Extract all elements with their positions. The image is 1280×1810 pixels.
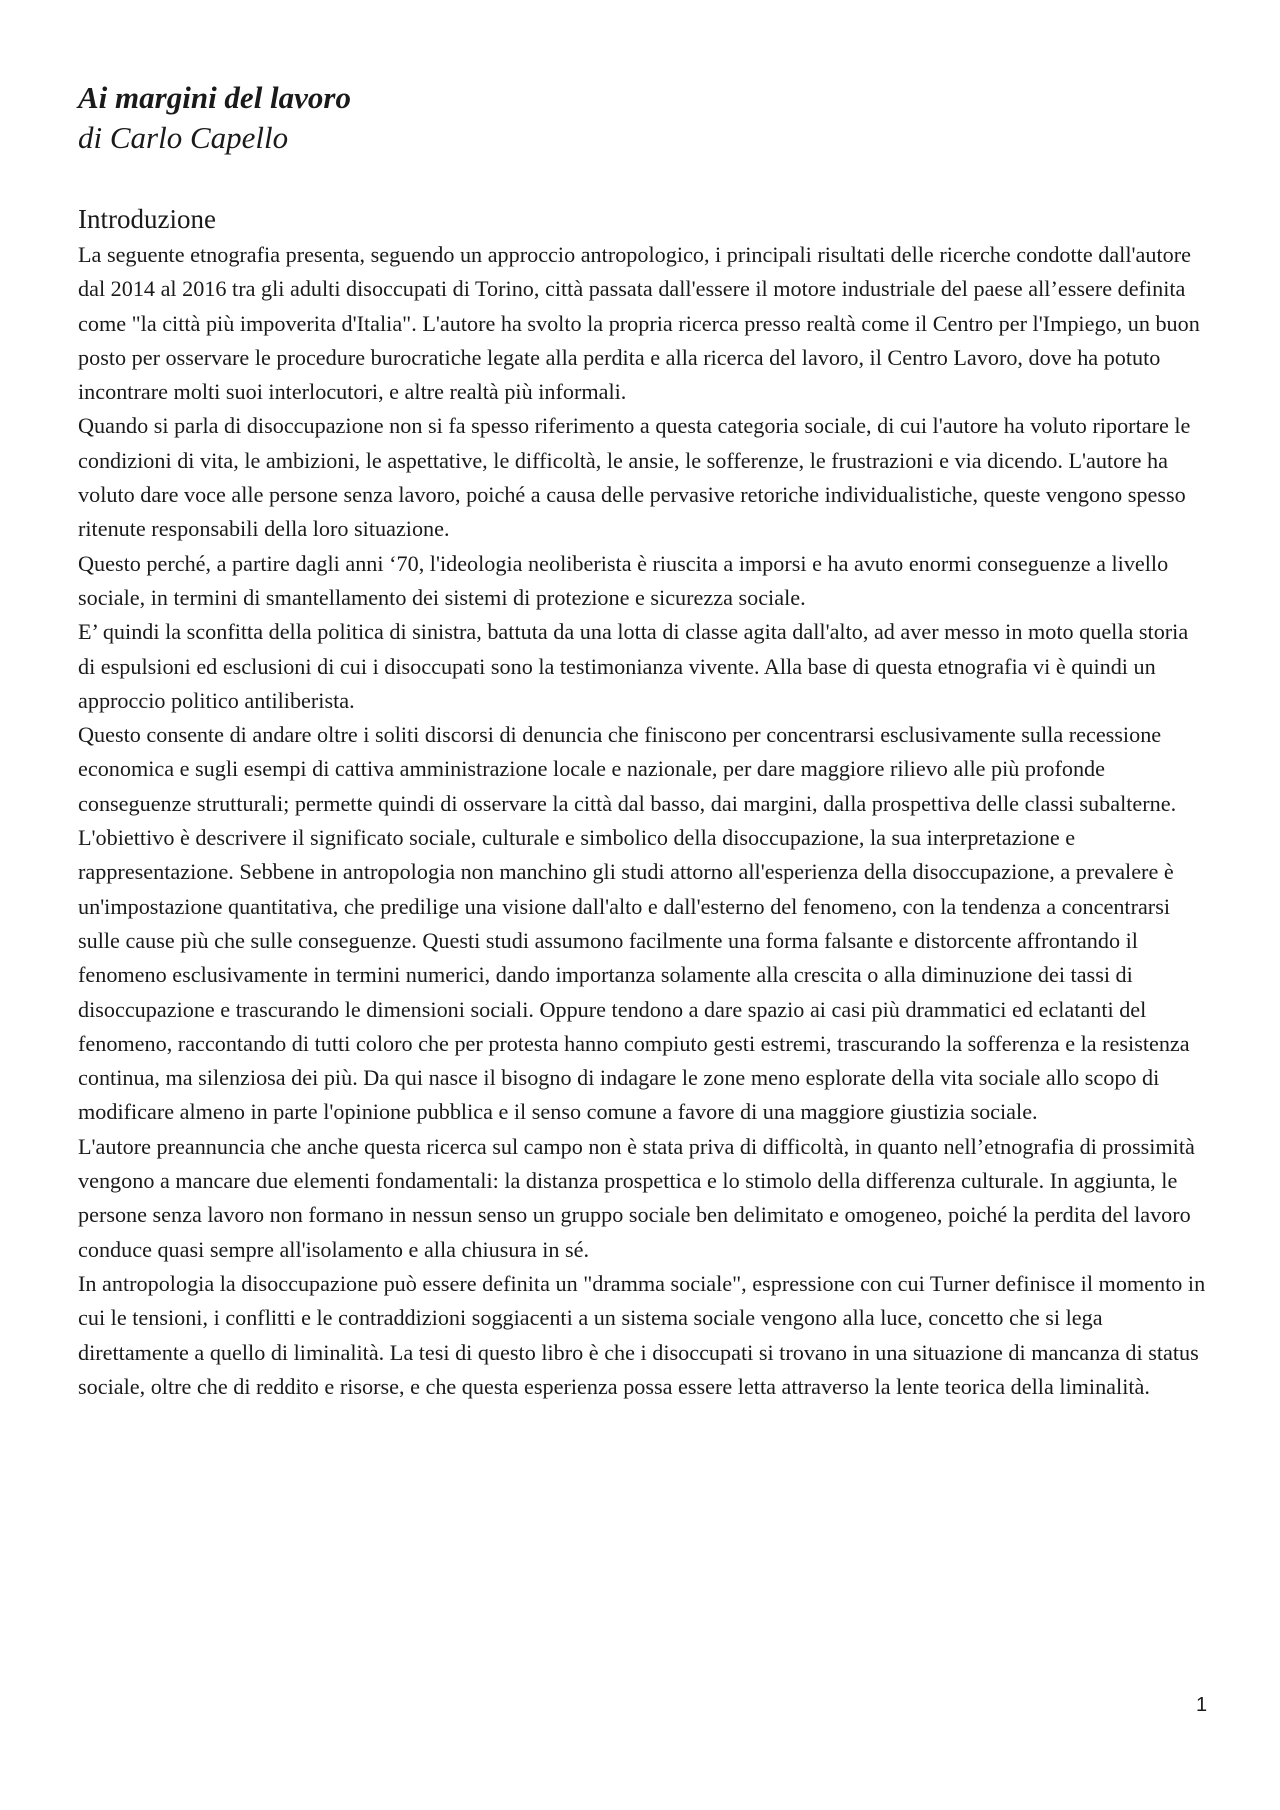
paragraph: Questo perché, a partire dagli anni ‘70, l'ideologia neoliberista è riuscita a imporsi e ha avuto enormi conseguenze a livello sociale, in termini di smantellamento dei sistemi di protezione e sicurezza sociale. xyxy=(78,550,1169,610)
section-heading: Introduzione xyxy=(78,204,216,234)
paragraph: In antropologia la disoccupazione può essere definita un "dramma sociale", espressione con cui Turner definisce il momento in cui le tensioni, i conflitti e le contraddizioni soggiacenti a un sistema sociale vengono alla luce, concetto che si lega direttamente a quello di liminalità. La tesi di questo libro è che i disoccupati si trovano in una situazione di mancanza di status sociale, oltre che di reddito e risorse, e che questa esperienza possa essere letta attraverso la lente teorica della liminalità. xyxy=(78,1270,1206,1399)
paragraph: L'autore preannuncia che anche questa ricerca sul campo non è stata priva di difficoltà, in quanto nell’etnografia di prossimità vengono a mancare due elementi fondamentali: la distanza prospettica e lo stimolo della differenza culturale. In aggiunta, le persone senza lavoro non formano in nessun senso un gruppo sociale ben delimitato e omogeneo, poiché la perdita del lavoro conduce quasi sempre all'isolamento e alla chiusura in sé. xyxy=(78,1133,1195,1262)
paragraph: La seguente etnografia presenta, seguendo un approccio antropologico, i principali risultati delle ricerche condotte dall'autore dal 2014 al 2016 tra gli adulti disoccupati di Torino, città passata dall'essere il motore industriale del paese all’essere definita come "la città più impoverita d'Italia". L'autore ha svolto la propria ricerca presso realtà come il Centro per l'Impiego, un buon posto per osservare le procedure burocratiche legate alla perdita e alla ricerca del lavoro, il Centro Lavoro, dove ha potuto incontrare molti suoi interlocutori, e altre realtà più informali. xyxy=(78,242,1200,405)
page-number: 1 xyxy=(1196,1694,1208,1716)
document-page xyxy=(78,78,1208,1404)
author-line: di Carlo Capello xyxy=(78,120,289,155)
document-title: Ai margini del lavoro xyxy=(78,80,351,115)
paragraph: Questo consente di andare oltre i soliti discorsi di denuncia che finiscono per concentrarsi esclusivamente sulla recessione economica e sugli esempi di cattiva amministrazione locale e nazionale, per dare maggiore rilievo alle più profonde conseguenze strutturali; permette quindi di osservare la città dal basso, dai margini, dalla prospettiva delle classi subalterne. L'obiettivo è descrivere il significato sociale, culturale e simbolico della disoccupazione, la sua interpretazione e rappresentazione. Sebbene in antropologia non manchino gli studi attorno all'esperienza della disoccupazione, a prevalere è un'impostazione quantitativa, che predilige una visione dall'alto e dall'esterno del fenomeno, con la tendenza a concentrarsi sulle cause più che sulle conseguenze. Questi studi assumono facilmente una forma falsante e distorcente affrontando il fenomeno esclusivamente in termini numerici, dando importanza solamente alla crescita o alla diminuzione dei tassi di disoccupazione e trascurando le dimensioni sociali. Oppure tendono a dare spazio ai casi più drammatici ed eclatanti del fenomeno, raccontando di tutti coloro che per protesta hanno compiuto gesti estremi, trascurando la sofferenza e la resistenza continua, ma silenziosa dei più. Da qui nasce il bisogno di indagare le zone meno esplorate della vita sociale allo scopo di modificare almeno in parte l'opinione pubblica e il senso comune a favore di una maggiore giustizia sociale. xyxy=(78,722,1190,1125)
body-text xyxy=(78,238,1208,1404)
paragraph: Quando si parla di disoccupazione non si fa spesso riferimento a questa categoria sociale, di cui l'autore ha voluto riportare le condizioni di vita, le ambizioni, le aspettative, le difficoltà, le ansie, le sofferenze, le frustrazioni e via dicendo. L'autore ha voluto dare voce alle persone senza lavoro, poiché a causa delle pervasive retoriche individualistiche, queste vengono spesso ritenute responsabili della loro situazione. xyxy=(78,413,1191,542)
paragraph: E’ quindi la sconfitta della politica di sinistra, battuta da una lotta di classe agita dall'alto, ad aver messo in moto quella storia di espulsioni ed esclusioni di cui i disoccupati sono la testimonianza vivente. Alla base di questa etnografia vi è quindi un approccio politico antiliberista. xyxy=(78,619,1189,713)
